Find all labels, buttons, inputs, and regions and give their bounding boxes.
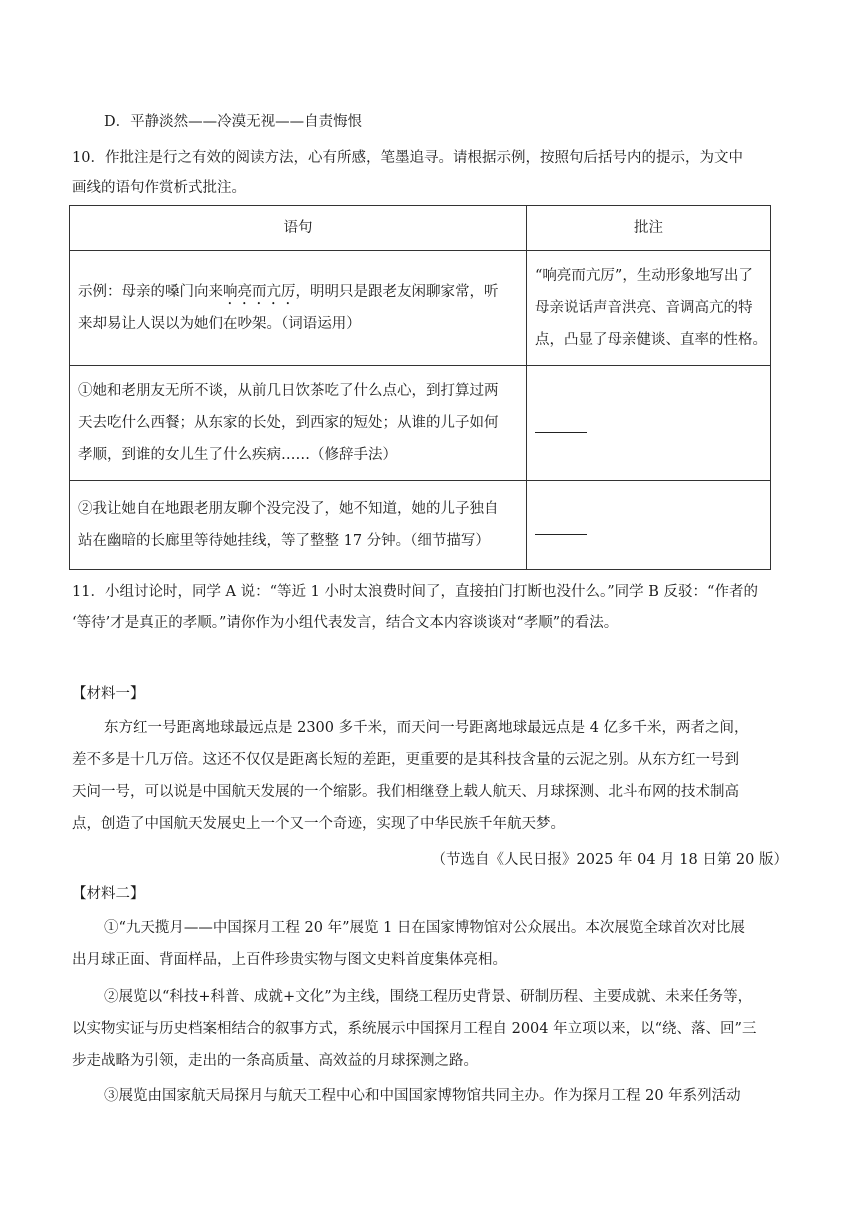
example-sentence-cell <box>70 251 527 366</box>
material2-s2-line1: ②展览以“科技+科普、成就+文化”为主线，围绕工程历史背景、研制历程、主要成就、未来任务等， <box>104 989 753 1005</box>
material2-s2-line2: 以实物实证与历史档案相结合的叙事方式，系统展示中国探月工程自 2004 年立项以来，以“绕、落、回”三 <box>72 1021 757 1037</box>
row2-line1: ②我让她自在地跟老朋友聊个没完没了，她不知道，她的儿子独自 <box>78 501 499 517</box>
table-row-2 <box>70 481 771 570</box>
row1-line2: 天去吃什么西餐；从东家的长处，到西家的短处；从谁的儿子如何 <box>78 415 499 431</box>
row1-answer-cell[interactable] <box>527 366 771 481</box>
row2-answer-cell[interactable] <box>527 481 771 570</box>
material2-s1-line1: ①“九天揽月——中国探月工程 20 年”展览 1 日在国家博物馆对公众展出。本次展览全球首次对比展 <box>104 920 745 936</box>
material1-para-line4: 点，创造了中国航天发展史上一个又一个奇迹，实现了中华民族千年航天梦。 <box>72 816 565 832</box>
q11-prompt-line1: 11．小组讨论时，同学 A 说：“等近 1 小时太浪费时间了，直接拍门打断也没什么。”同学 B 反驳：“作者的 <box>72 584 758 600</box>
material1-para-line3: 天问一号，可以说是中国航天发展的一个缩影。我们相继登上载人航天、月球探测、北斗布网的技术制高 <box>72 784 739 800</box>
example-annotation-line2: 母亲说话声音洪亮、音调高亢的特 <box>535 300 753 316</box>
header-annotation: 批注 <box>527 206 771 251</box>
row1-line3: 孝顺，到谁的女儿生了什么疾病……（修辞手法） <box>78 447 397 463</box>
header-sentence: 语句 <box>70 206 527 251</box>
example-pre: 示例：母亲的嗓门向来 <box>78 284 223 300</box>
material1-title: 【材料一】 <box>72 686 145 702</box>
example-annotation-line3: 点，凸显了母亲健谈、直率的性格。 <box>535 332 767 348</box>
example-sentence-line1 <box>78 276 518 308</box>
row1-line1: ①她和老朋友无所不谈，从前几日饮茶吃了什么点心，到打算过两 <box>78 383 499 399</box>
material2-title: 【材料二】 <box>72 886 145 902</box>
row1-sentence-cell <box>70 366 527 481</box>
example-dotted-phrase: 响亮而亢厉 <box>223 284 296 300</box>
q10-prompt-line2: 画线的语句作赏析式批注。 <box>72 180 246 196</box>
example-annotation-cell <box>527 251 771 366</box>
row2-sentence-cell <box>70 481 527 570</box>
table-header-row <box>70 206 771 251</box>
material2-s1-line2: 出月球正面、背面样品，上百件珍贵实物与图文史料首度集体亮相。 <box>72 952 507 968</box>
row2-answer-blank[interactable] <box>535 516 587 535</box>
row1-answer-blank[interactable] <box>535 414 587 433</box>
material2-s3-line1: ③展览由国家航天局探月与航天工程中心和中国国家博物馆共同主办。作为探月工程 20 年系列活动 <box>104 1088 741 1104</box>
annotation-table <box>69 205 771 570</box>
material2-s2-line3: 步走战略为引领，走出的一条高质量、高效益的月球探测之路。 <box>72 1053 478 1069</box>
q10-prompt-line1: 10．作批注是行之有效的阅读方法，心有所感，笔墨追寻。请根据示例，按照句后括号内的提示，为文中 <box>72 150 743 166</box>
material1-source: （节选自《人民日报》2025 年 04 月 18 日第 20 版） <box>431 852 788 868</box>
material1-para-line2: 差不多是十几万倍。这还不仅仅是距离长短的差距，更重要的是其科技含量的云泥之别。从东方红一号到 <box>72 752 739 768</box>
example-annotation-line1: “响亮而亢厉”，生动形象地写出了 <box>535 268 753 284</box>
table-row-example <box>70 251 771 366</box>
material1-para-line1: 东方红一号距离地球最远点是 2300 多千米，而天问一号距离地球最远点是 4 亿多千米，两者之间， <box>104 720 749 736</box>
table-row-1 <box>70 366 771 481</box>
example-sentence-line2: 来却易让人误以为她们在吵架。（词语运用） <box>78 316 361 332</box>
q9-option-d: D．平静淡然——冷漠无视——自责悔恨 <box>104 114 363 130</box>
example-post: ，明明只是跟老友闲聊家常，听 <box>295 284 499 300</box>
q11-prompt-line2: ‘等待’才是真正的孝顺。”请你作为小组代表发言，结合文本内容谈谈对“孝顺”的看法。 <box>72 615 619 631</box>
row2-line2: 站在幽暗的长廊里等待她挂线，等了整整 17 分钟。（细节描写） <box>78 533 490 549</box>
